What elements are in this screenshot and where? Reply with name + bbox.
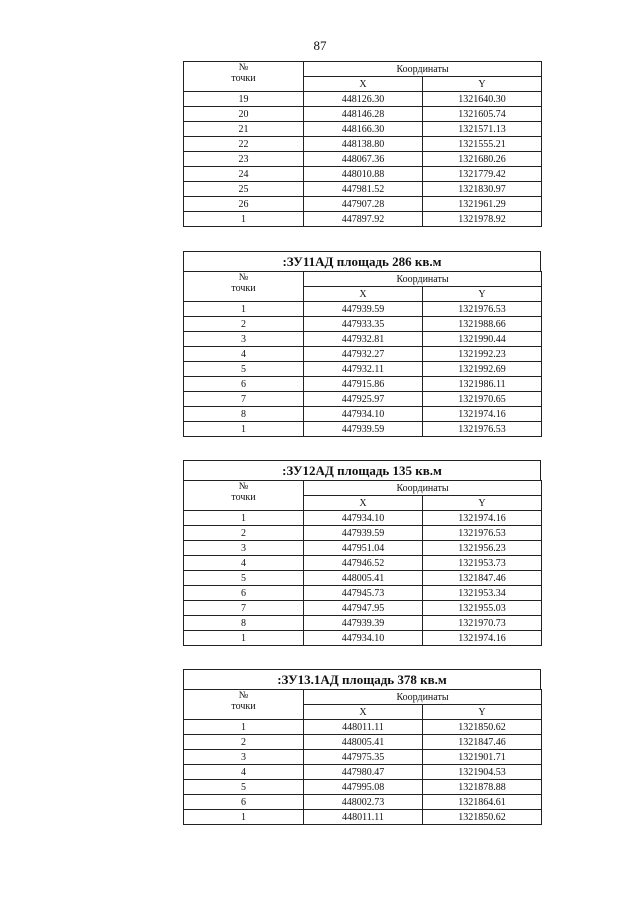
point-number-cell: 20 — [184, 107, 304, 122]
x-coordinate-cell: 447934.10 — [304, 511, 423, 526]
x-coordinate-cell: 447946.52 — [304, 556, 423, 571]
x-coordinate-cell: 447907.28 — [304, 197, 423, 212]
x-header: X — [304, 77, 423, 92]
point-number-cell: 1 — [184, 422, 304, 437]
point-number-cell: 4 — [184, 347, 304, 362]
y-header: Y — [423, 287, 542, 302]
point-number-cell: 8 — [184, 407, 304, 422]
x-coordinate-cell: 448166.30 — [304, 122, 423, 137]
x-coordinate-cell: 448005.41 — [304, 735, 423, 750]
y-coordinate-cell: 1321904.53 — [423, 765, 542, 780]
y-coordinate-cell: 1321847.46 — [423, 571, 542, 586]
y-coordinate-cell: 1321901.71 — [423, 750, 542, 765]
point-number-header: № точки — [184, 690, 304, 720]
point-number-cell: 26 — [184, 197, 304, 212]
point-number-header: № точки — [184, 62, 304, 92]
point-number-cell: 8 — [184, 616, 304, 631]
coordinates-table — [183, 689, 542, 825]
x-header: X — [304, 705, 423, 720]
x-coordinate-cell: 448138.80 — [304, 137, 423, 152]
table-row — [184, 362, 542, 377]
table-row — [184, 332, 542, 347]
point-number-cell: 19 — [184, 92, 304, 107]
x-coordinate-cell: 448011.11 — [304, 810, 423, 825]
x-coordinate-cell: 448126.30 — [304, 92, 423, 107]
y-coordinate-cell: 1321990.44 — [423, 332, 542, 347]
table-row — [184, 586, 542, 601]
y-coordinate-cell: 1321978.92 — [423, 212, 542, 227]
y-coordinate-cell: 1321864.61 — [423, 795, 542, 810]
y-header: Y — [423, 77, 542, 92]
point-number-cell: 5 — [184, 362, 304, 377]
y-coordinate-cell: 1321680.26 — [423, 152, 542, 167]
table-row — [184, 167, 542, 182]
table-row — [184, 317, 542, 332]
y-coordinate-cell: 1321779.42 — [423, 167, 542, 182]
y-coordinate-cell: 1321953.34 — [423, 586, 542, 601]
point-number-cell: 7 — [184, 601, 304, 616]
table-title: :ЗУ13.1АД площадь 378 кв.м — [183, 669, 541, 689]
coordinates-table — [183, 480, 542, 646]
point-number-cell: 5 — [184, 571, 304, 586]
table-row — [184, 137, 542, 152]
x-coordinate-cell: 448146.28 — [304, 107, 423, 122]
point-number-cell: 23 — [184, 152, 304, 167]
y-coordinate-cell: 1321847.46 — [423, 735, 542, 750]
y-coordinate-cell: 1321976.53 — [423, 302, 542, 317]
y-coordinate-cell: 1321850.62 — [423, 720, 542, 735]
x-coordinate-cell: 447897.92 — [304, 212, 423, 227]
table-row — [184, 377, 542, 392]
x-coordinate-cell: 447934.10 — [304, 407, 423, 422]
table-row — [184, 735, 542, 750]
table-row — [184, 407, 542, 422]
table-row — [184, 795, 542, 810]
point-number-cell: 3 — [184, 332, 304, 347]
x-coordinate-cell: 447925.97 — [304, 392, 423, 407]
coordinates-header: Координаты — [304, 272, 542, 287]
table-title: :ЗУ12АД площадь 135 кв.м — [183, 460, 541, 480]
coordinates-header: Координаты — [304, 481, 542, 496]
coordinates-block-1 — [183, 61, 541, 227]
x-coordinate-cell: 448011.11 — [304, 720, 423, 735]
table-row — [184, 571, 542, 586]
y-coordinate-cell: 1321571.13 — [423, 122, 542, 137]
table-row — [184, 422, 542, 437]
point-number-cell: 1 — [184, 720, 304, 735]
table-row — [184, 392, 542, 407]
table-row — [184, 182, 542, 197]
x-coordinate-cell: 447932.11 — [304, 362, 423, 377]
point-number-cell: 2 — [184, 317, 304, 332]
y-coordinate-cell: 1321850.62 — [423, 810, 542, 825]
table-row — [184, 780, 542, 795]
coordinates-block-zu13-1ad — [183, 669, 541, 825]
x-coordinate-cell: 447945.73 — [304, 586, 423, 601]
table-row — [184, 152, 542, 167]
point-number-header: № точки — [184, 272, 304, 302]
x-coordinate-cell: 447981.52 — [304, 182, 423, 197]
y-coordinate-cell: 1321956.23 — [423, 541, 542, 556]
point-number-cell: 1 — [184, 302, 304, 317]
x-coordinate-cell: 447932.27 — [304, 347, 423, 362]
table-row — [184, 92, 542, 107]
point-number-cell: 1 — [184, 212, 304, 227]
point-number-cell: 1 — [184, 511, 304, 526]
x-coordinate-cell: 447939.39 — [304, 616, 423, 631]
point-number-cell: 7 — [184, 392, 304, 407]
table-row — [184, 347, 542, 362]
x-header: X — [304, 496, 423, 511]
table-row — [184, 750, 542, 765]
table-row — [184, 616, 542, 631]
table-row — [184, 765, 542, 780]
y-coordinate-cell: 1321970.65 — [423, 392, 542, 407]
y-coordinate-cell: 1321974.16 — [423, 511, 542, 526]
table-row — [184, 302, 542, 317]
y-coordinate-cell: 1321976.53 — [423, 422, 542, 437]
x-coordinate-cell: 447939.59 — [304, 526, 423, 541]
table-row — [184, 556, 542, 571]
table-row — [184, 631, 542, 646]
table-row — [184, 810, 542, 825]
point-number-cell: 3 — [184, 541, 304, 556]
y-coordinate-cell: 1321974.16 — [423, 631, 542, 646]
x-coordinate-cell: 447933.35 — [304, 317, 423, 332]
coordinates-header: Координаты — [304, 62, 542, 77]
x-coordinate-cell: 447939.59 — [304, 302, 423, 317]
x-coordinate-cell: 447980.47 — [304, 765, 423, 780]
coordinates-table — [183, 271, 542, 437]
point-number-cell: 22 — [184, 137, 304, 152]
table-row — [184, 197, 542, 212]
page-number: 87 — [313, 38, 327, 53]
y-coordinate-cell: 1321986.11 — [423, 377, 542, 392]
table-row — [184, 526, 542, 541]
y-coordinate-cell: 1321955.03 — [423, 601, 542, 616]
point-number-cell: 25 — [184, 182, 304, 197]
x-header: X — [304, 287, 423, 302]
x-coordinate-cell: 448002.73 — [304, 795, 423, 810]
y-header: Y — [423, 496, 542, 511]
table-row — [184, 122, 542, 137]
table-row — [184, 601, 542, 616]
y-coordinate-cell: 1321970.73 — [423, 616, 542, 631]
x-coordinate-cell: 448067.36 — [304, 152, 423, 167]
y-coordinate-cell: 1321974.16 — [423, 407, 542, 422]
point-number-cell: 21 — [184, 122, 304, 137]
table-row — [184, 511, 542, 526]
point-number-cell: 6 — [184, 586, 304, 601]
table-row — [184, 720, 542, 735]
y-coordinate-cell: 1321555.21 — [423, 137, 542, 152]
x-coordinate-cell: 447939.59 — [304, 422, 423, 437]
coordinates-table — [183, 61, 542, 227]
point-number-cell: 6 — [184, 377, 304, 392]
y-coordinate-cell: 1321878.88 — [423, 780, 542, 795]
x-coordinate-cell: 447915.86 — [304, 377, 423, 392]
coordinates-block-zu11ad — [183, 251, 541, 437]
point-number-cell: 1 — [184, 631, 304, 646]
table-row — [184, 212, 542, 227]
table-row — [184, 107, 542, 122]
table-row — [184, 541, 542, 556]
coordinates-header: Координаты — [304, 690, 542, 705]
x-coordinate-cell: 448005.41 — [304, 571, 423, 586]
y-coordinate-cell: 1321976.53 — [423, 526, 542, 541]
point-number-cell: 4 — [184, 765, 304, 780]
y-coordinate-cell: 1321605.74 — [423, 107, 542, 122]
table-title: :ЗУ11АД площадь 286 кв.м — [183, 251, 541, 271]
x-coordinate-cell: 447975.35 — [304, 750, 423, 765]
y-coordinate-cell: 1321961.29 — [423, 197, 542, 212]
x-coordinate-cell: 447951.04 — [304, 541, 423, 556]
point-number-cell: 4 — [184, 556, 304, 571]
x-coordinate-cell: 448010.88 — [304, 167, 423, 182]
point-number-cell: 1 — [184, 810, 304, 825]
point-number-header: № точки — [184, 481, 304, 511]
y-coordinate-cell: 1321640.30 — [423, 92, 542, 107]
point-number-cell: 5 — [184, 780, 304, 795]
y-coordinate-cell: 1321988.66 — [423, 317, 542, 332]
y-coordinate-cell: 1321992.23 — [423, 347, 542, 362]
y-coordinate-cell: 1321953.73 — [423, 556, 542, 571]
y-coordinate-cell: 1321992.69 — [423, 362, 542, 377]
y-coordinate-cell: 1321830.97 — [423, 182, 542, 197]
y-header: Y — [423, 705, 542, 720]
x-coordinate-cell: 447934.10 — [304, 631, 423, 646]
x-coordinate-cell: 447947.95 — [304, 601, 423, 616]
point-number-cell: 3 — [184, 750, 304, 765]
point-number-cell: 24 — [184, 167, 304, 182]
point-number-cell: 2 — [184, 526, 304, 541]
point-number-cell: 6 — [184, 795, 304, 810]
x-coordinate-cell: 447995.08 — [304, 780, 423, 795]
coordinates-block-zu12ad — [183, 460, 541, 646]
point-number-cell: 2 — [184, 735, 304, 750]
x-coordinate-cell: 447932.81 — [304, 332, 423, 347]
